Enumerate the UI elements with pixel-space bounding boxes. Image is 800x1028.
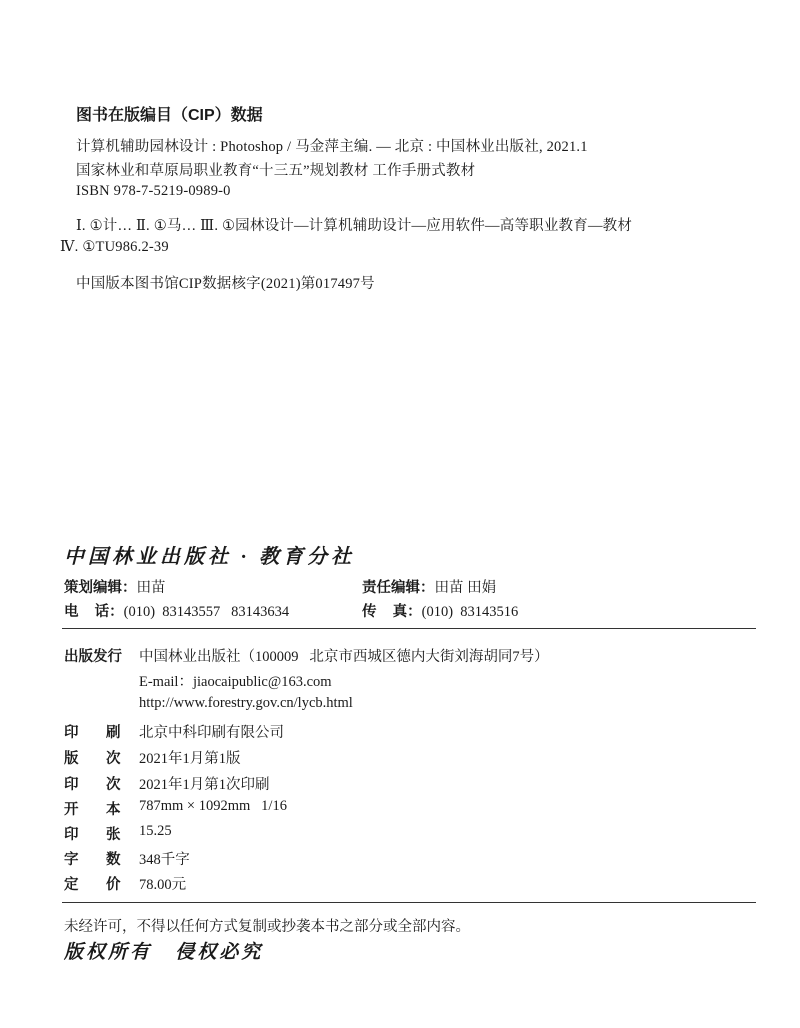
publisher-header: 中国林业出版社 · 教育分社 <box>64 546 355 568</box>
imprint-value: 787mm × 1092mm 1/16 <box>139 798 287 814</box>
imprint-key: 印 <box>64 827 79 843</box>
copyright-notice: 未经许可，不得以任何方式复制或抄袭本书之部分或全部内容。 <box>64 919 470 935</box>
cip-isbn: ISBN 978-7-5219-0989-0 <box>76 183 231 199</box>
cip-series-line: 国家林业和草原局职业教育“十三五”规划教材 工作手册式教材 <box>76 163 476 179</box>
imprint-key: 价 <box>106 877 121 893</box>
fax <box>362 600 518 621</box>
imprint-key: 数 <box>106 852 121 868</box>
planning-editor-label: 策划编辑： <box>64 580 137 596</box>
planning-editor-value: 田苗 <box>136 580 166 596</box>
imprint-key: 字 <box>64 852 79 868</box>
imprint-value: 78.00元 <box>139 877 187 893</box>
responsible-editor <box>362 576 496 597</box>
rights-reserved: 版权所有 侵权必究 <box>64 942 264 963</box>
imprint-key: 印 <box>64 777 79 793</box>
phone-label: 电 话： <box>64 604 124 620</box>
imprint-key: 发行 <box>93 649 122 665</box>
cip-subject-terms: Ⅰ. ①计… Ⅱ. ①马… Ⅲ. ①园林设计—计算机辅助设计—应用软件—高等职业教育—教材 <box>76 218 633 234</box>
cip-classification: Ⅳ. ①TU986.2-39 <box>60 239 169 255</box>
imprint-value: 2021年1月第1次印刷 <box>139 777 270 793</box>
imprint-value: 中国林业出版社（100009 北京市西城区德内大街刘海胡同7号） <box>139 649 549 665</box>
fax-value: (010) 83143516 <box>421 604 519 620</box>
imprint-value: 北京中科印刷有限公司 <box>139 725 284 741</box>
imprint-email: E-mail：jiaocaipublic@163.com <box>139 674 332 690</box>
imprint-url: http://www.forestry.gov.cn/lycb.html <box>139 695 353 711</box>
imprint-key: 开 <box>64 802 79 818</box>
divider-bottom <box>62 902 756 903</box>
imprint-value: 348千字 <box>139 852 190 868</box>
imprint-key: 本 <box>106 802 121 818</box>
imprint-key: 定 <box>64 877 79 893</box>
divider-top <box>62 628 756 629</box>
imprint-key: 张 <box>106 827 121 843</box>
phone <box>64 600 289 621</box>
imprint-key: 次 <box>106 751 121 767</box>
imprint-key: 印 <box>64 725 79 741</box>
responsible-editor-label: 责任编辑： <box>362 580 435 596</box>
imprint-key: 版 <box>64 751 79 767</box>
cip-record-number: 中国版本图书馆CIP数据核字(2021)第017497号 <box>76 276 375 292</box>
cip-title: 图书在版编目（CIP）数据 <box>76 107 263 124</box>
imprint-key: 刷 <box>106 725 121 741</box>
imprint-key: 次 <box>106 777 121 793</box>
imprint-row <box>64 645 122 666</box>
imprint-key: 出版 <box>64 649 93 665</box>
imprint-value: 2021年1月第1版 <box>139 751 241 767</box>
cip-bibliographic-line: 计算机辅助园林设计 : Photoshop / 马金萍主编. — 北京 : 中国林业出版社, 2021.1 <box>76 139 588 155</box>
responsible-editor-value: 田苗 田娟 <box>434 580 497 596</box>
phone-value: (010) 83143557 83143634 <box>123 604 290 620</box>
planning-editor <box>64 576 166 597</box>
fax-label: 传 真： <box>362 604 422 620</box>
imprint-value: 15.25 <box>139 823 172 839</box>
